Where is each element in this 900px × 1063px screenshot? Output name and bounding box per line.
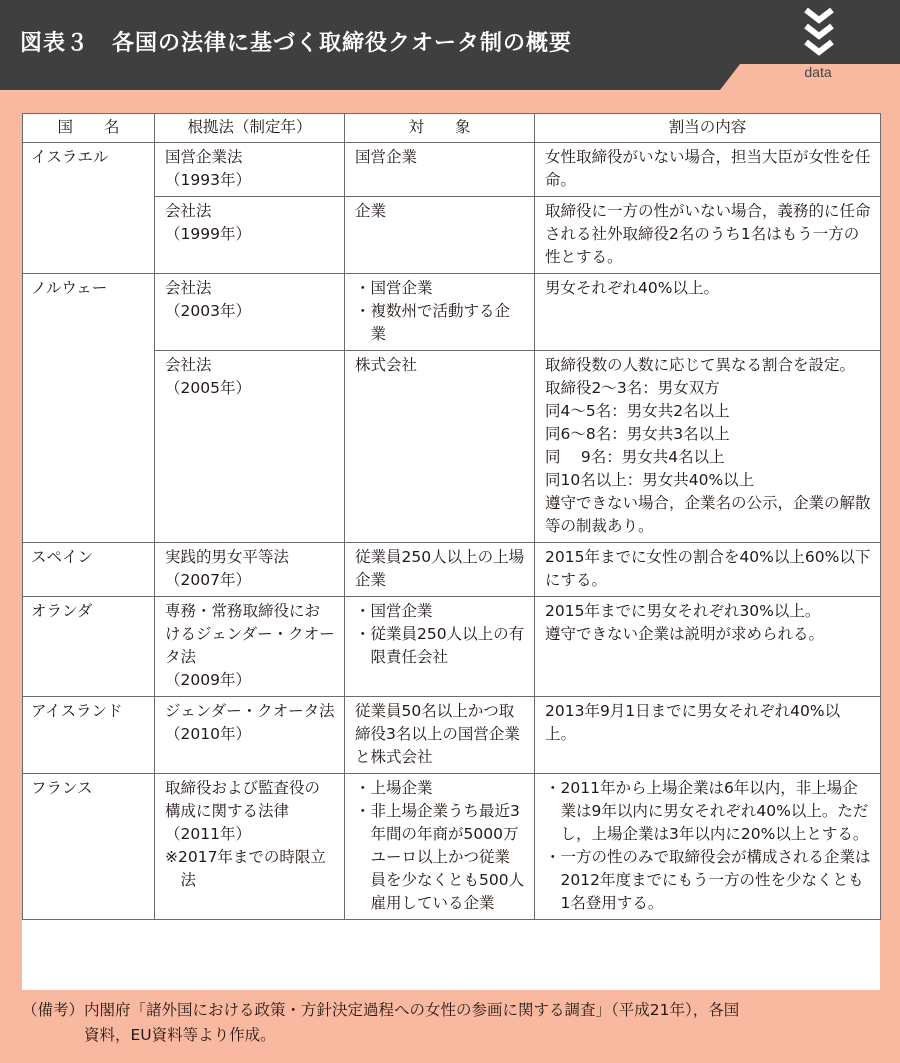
law-note: ※2017年までの時限立法: [165, 848, 326, 889]
target-text: 従業員250人以上の上場企業: [355, 548, 525, 589]
law-year: （1993年）: [165, 171, 251, 189]
law-cell: [155, 143, 345, 197]
table-row: [23, 697, 881, 774]
header-target: 対 象: [345, 114, 535, 143]
quota-line: 同10名以上：男女共40%以上: [545, 471, 755, 489]
law-text: 国営企業法: [165, 148, 243, 166]
quota-line: 遵守できない企業は説明が求められる。: [545, 625, 825, 643]
law-year: （2011年）: [165, 825, 251, 843]
law-text: ジェンダー・クオータ法: [165, 702, 335, 720]
quota-bullet: ・一方の性のみで取締役会が構成される企業は2012年度までにもう一方の性を少なくとも1名登用する。: [545, 848, 871, 912]
law-cell: [155, 274, 345, 351]
target-bullet: ・非上場企業うち最近3年間の年商が5000万ユーロ以上かつ従業員を少なくとも500人雇用している企業: [355, 802, 525, 912]
law-year: （2007年）: [165, 571, 251, 589]
source-note-line1: （備考）内閣府「諸外国における政策・方針決定過程への女性の参画に関する調査」（平成21年），各国: [22, 1001, 740, 1019]
quota-text: 取締役に一方の性がいない場合，義務的に任命される社外取締役2名のうち1名はもう一方の性とする。: [545, 202, 871, 266]
target-bullet: ・複数州で活動する企業: [355, 302, 511, 343]
quota-line: 取締役2～3名：男女双方: [545, 379, 720, 397]
quota-line: 同4～5名：男女共2名以上: [545, 402, 730, 420]
target-bullet: ・従業員250人以上の有限責任会社: [355, 625, 525, 666]
law-year: （2003年）: [165, 302, 251, 320]
quota-cell: [535, 543, 881, 597]
target-cell: [345, 774, 535, 920]
quota-cell: [535, 697, 881, 774]
quota-cell: [535, 197, 881, 274]
quota-cell: [535, 143, 881, 197]
country-cell: アイスランド: [23, 697, 155, 774]
header-quota: 割当の内容: [535, 114, 881, 143]
table-header-row: [23, 114, 881, 143]
law-year: （2010年）: [165, 725, 251, 743]
law-text: 会社法: [165, 356, 212, 374]
law-cell: [155, 197, 345, 274]
quota-text: 2013年9月1日までに男女それぞれ40%以上。: [545, 702, 841, 743]
law-cell: [155, 543, 345, 597]
quota-text: 女性取締役がいない場合，担当大臣が女性を任命。: [545, 148, 871, 189]
quota-line: 2015年までに男女それぞれ30%以上。: [545, 602, 821, 620]
law-cell: [155, 697, 345, 774]
page-title: 図表３ 各国の法律に基づく取締役クオータ制の概要: [20, 30, 573, 56]
target-cell: [345, 697, 535, 774]
table-row: [23, 143, 881, 197]
target-bullet: ・国営企業: [355, 279, 433, 297]
header-law: 根拠法（制定年）: [155, 114, 345, 143]
quota-cell: [535, 597, 881, 697]
target-text: 株式会社: [355, 356, 418, 374]
law-year: （1999年）: [165, 225, 251, 243]
target-text: 国営企業: [355, 148, 418, 166]
table-row: [23, 774, 881, 920]
quota-table: [22, 113, 881, 920]
quota-line: 同 9名：男女共4名以上: [545, 448, 725, 466]
target-text: 企業: [355, 202, 387, 220]
law-year: （2005年）: [165, 379, 251, 397]
law-text: 会社法: [165, 202, 212, 220]
law-cell: [155, 597, 345, 697]
target-cell: [345, 197, 535, 274]
table-row: [23, 274, 881, 351]
law-year: （2009年）: [165, 671, 251, 689]
target-cell: [345, 351, 535, 543]
quota-cell: [535, 274, 881, 351]
quota-cell: [535, 351, 881, 543]
quota-line: 遵守できない場合，企業名の公示，企業の解散等の制裁あり。: [545, 494, 871, 535]
law-cell: [155, 351, 345, 543]
law-text: 取締役および監査役の構成に関する法律: [165, 779, 321, 820]
law-text: 会社法: [165, 279, 212, 297]
law-text: 実践的男女平等法: [165, 548, 290, 566]
target-bullet: ・国営企業: [355, 602, 433, 620]
country-cell: フランス: [23, 774, 155, 920]
header-banner: [0, 0, 900, 90]
target-cell: [345, 274, 535, 351]
quota-cell: [535, 774, 881, 920]
country-cell: イスラエル: [23, 143, 155, 274]
quota-text: 2015年までに女性の割合を40%以上60%以下にする。: [545, 548, 871, 589]
table-row: [23, 543, 881, 597]
table-row: [23, 597, 881, 697]
data-tag: data: [804, 64, 832, 80]
target-bullet: ・上場企業: [355, 779, 433, 797]
source-note-line2: 資料，EU資料等より作成。: [84, 1026, 276, 1044]
target-text: 従業員50名以上かつ取締役3名以上の国営企業と株式会社: [355, 702, 520, 766]
country-cell: オランダ: [23, 597, 155, 697]
quota-line: 取締役数の人数に応じて異なる割合を設定。: [545, 356, 856, 374]
quota-bullet: ・2011年から上場企業は6年以内，非上場企業は9年以内に男女それぞれ40%以上。ただし，上場企業は3年以内に20%以上とする。: [545, 779, 869, 843]
country-cell: ノルウェー: [23, 274, 155, 543]
target-cell: [345, 543, 535, 597]
source-note: [22, 998, 880, 1048]
target-cell: [345, 143, 535, 197]
header-country: 国 名: [23, 114, 155, 143]
country-cell: スペイン: [23, 543, 155, 597]
target-cell: [345, 597, 535, 697]
quota-text: 男女それぞれ40%以上。: [545, 279, 719, 297]
quota-line: 同6～8名：男女共3名以上: [545, 425, 730, 443]
law-cell: [155, 774, 345, 920]
chevron-down-icon: [800, 6, 838, 60]
law-text: 専務・常務取締役におけるジェンダー・クオータ法: [165, 602, 335, 666]
